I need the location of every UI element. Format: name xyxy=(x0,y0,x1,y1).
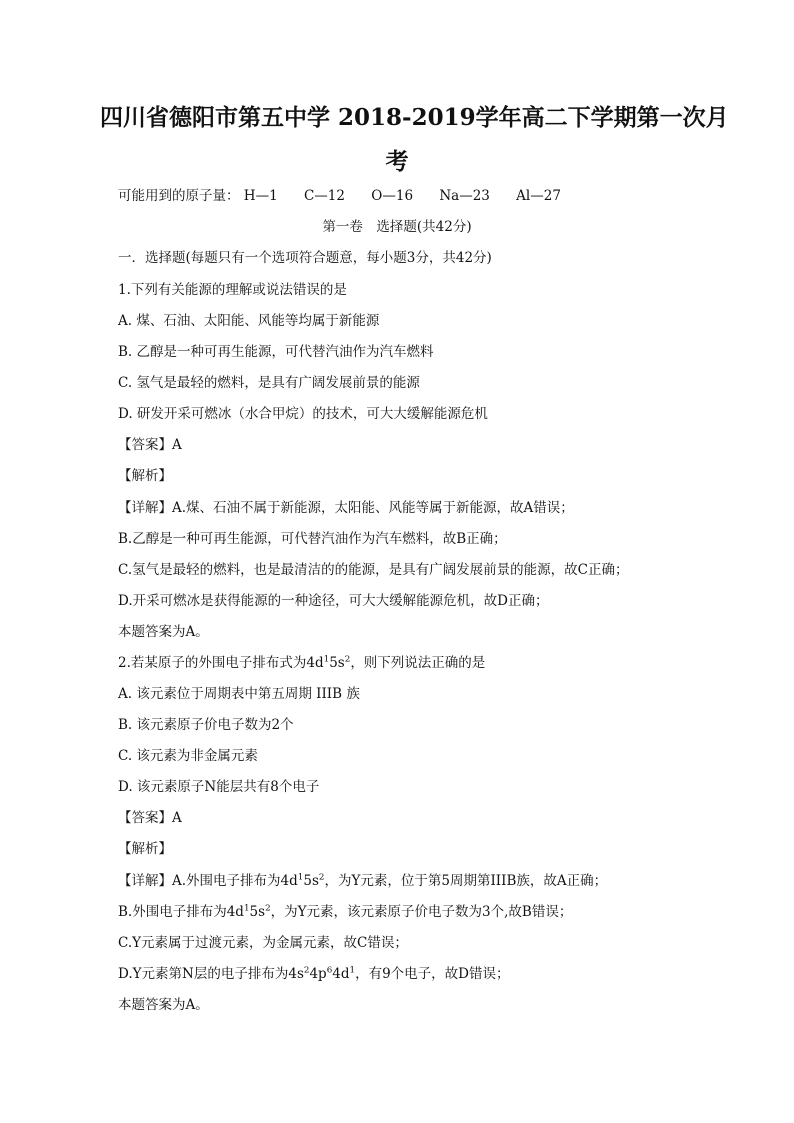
q1-detail-a: 【详解】A.煤、石油不属于新能源，太阳能、风能等属于新能源，故A错误； xyxy=(118,500,574,516)
q2-conclusion: 本题答案为A。 xyxy=(118,997,209,1013)
doc-title-line1: 四川省德阳市第五中学 2018-2019学年高二下学期第一次月 xyxy=(100,104,729,131)
q2-stem: 2.若某原子的外围电子排布式为$4d^15s^2$，则下列说法正确的是 xyxy=(118,654,486,671)
q2-detail-c: C.Y元素属于过渡元素，为金属元素，故C错误； xyxy=(118,935,408,951)
q1-detail-d: D.开采可燃冰是获得能源的一种途径，可大大缓解能源危机，故D正确； xyxy=(118,593,549,609)
q2-analysis-label: 【解析】 xyxy=(118,841,172,857)
q2-option-c: C. 该元素为非金属元素 xyxy=(118,748,258,764)
q1-option-d: D. 研发开采可燃冰（水合甲烷）的技术，可大大缓解能源危机 xyxy=(118,406,488,422)
q1-detail-c: C.氢气是最轻的燃料，也是最清洁的的能源，是具有广阔发展前景的能源，故C正确； xyxy=(118,562,629,578)
atomic-mass-na: Na—23 xyxy=(439,188,490,204)
atomic-mass-c: C—12 xyxy=(303,188,345,204)
q1-conclusion: 本题答案为A。 xyxy=(118,624,209,640)
atomic-mass-o: O—16 xyxy=(371,188,414,204)
q1-option-b: B. 乙醇是一种可再生能源，可代替汽油作为汽车燃料 xyxy=(118,344,434,360)
q1-answer: 【答案】A xyxy=(118,437,182,453)
doc-title-line2: 考 xyxy=(385,148,409,175)
q1-analysis-label: 【解析】 xyxy=(118,468,172,484)
atomic-mass-al: Al—27 xyxy=(516,188,561,204)
q2-option-b: B. 该元素原子价电子数为2个 xyxy=(118,717,294,733)
q2-detail-d: D.Y元素第N层的电子排布为$4s^24p^64d^1$，有9个电子，故D错误； xyxy=(118,965,510,982)
q1-stem: 1.下列有关能源的理解或说法错误的是 xyxy=(118,282,347,298)
q2-answer: 【答案】A xyxy=(118,810,182,826)
part-title: 第一卷 选择题(共42分) xyxy=(322,219,472,235)
q1-option-a: A. 煤、石油、太阳能、风能等均属于新能源 xyxy=(118,313,380,329)
atomic-masses-label: 可能用到的原子量： xyxy=(118,188,240,204)
section-heading: 一．选择题(每题只有一个选项符合题意，每小题3分，共42分) xyxy=(118,250,492,266)
q2-detail-a: 【详解】A.外围电子排布为$4d^15s^2$，为Y元素，位于第5周期第IIIB族，故A正确； xyxy=(118,872,608,889)
q1-detail-b: B.乙醇是一种可再生能源，可代替汽油作为汽车燃料，故B正确； xyxy=(118,531,507,547)
q1-option-c: C. 氢气是最轻的燃料，是具有广阔发展前景的能源 xyxy=(118,375,420,391)
atomic-mass-h: H—1 xyxy=(243,188,278,204)
q2-detail-b: B.外围电子排布为$4d^15s^2$，为Y元素，该元素原子价电子数为3个,故B错误； xyxy=(118,903,573,920)
q2-option-d: D. 该元素原子N能层共有8个电子 xyxy=(118,779,320,795)
q2-option-a: A. 该元素位于周期表中第五周期 IIIB 族 xyxy=(118,686,360,702)
atomic-masses xyxy=(118,186,708,206)
